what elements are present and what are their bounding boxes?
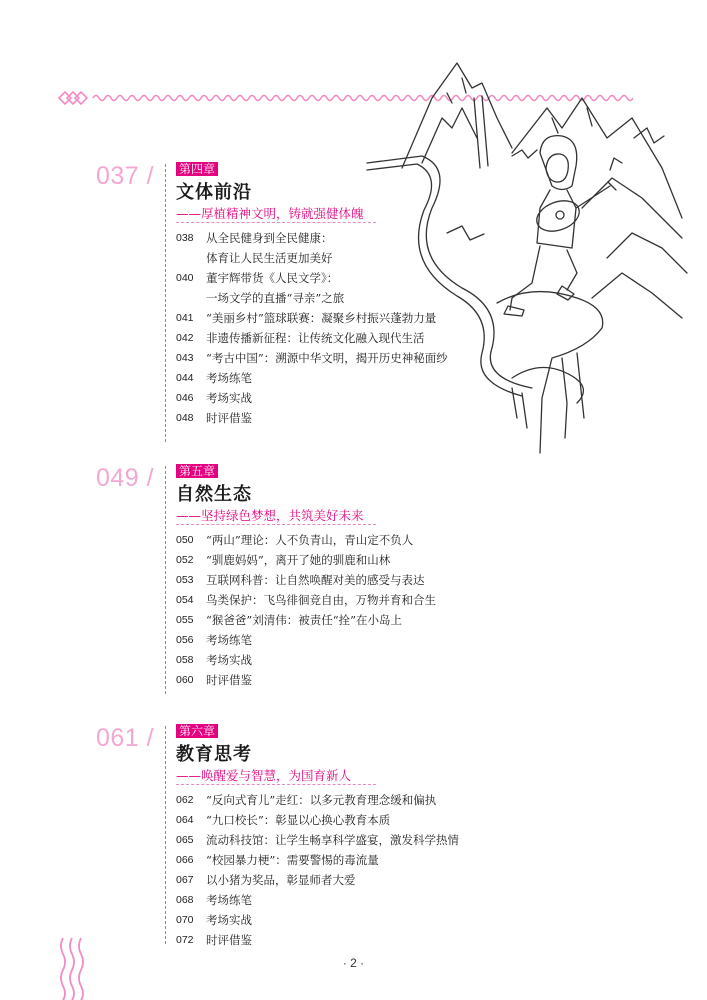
toc-entry-text-line2: 一场文学的直播“寻亲”之旅 [206,291,345,305]
toc-entry-page: 067 [176,874,194,886]
chapter-title: 自然生态 [176,484,252,505]
toc-entry-page: 041 [176,312,194,324]
chapter-divider [176,784,376,785]
chapter-divider [176,222,376,223]
toc-entry-page: 056 [176,634,194,646]
toc-entry-text: 从全民健身到全民健康： [206,231,333,245]
chapter-page-number: 037 / [96,162,155,190]
toc-entry-text-line2: 体育让人民生活更加美好 [206,251,333,265]
chapter-dashed-rule [165,726,166,944]
toc-entry-text: “猴爸爸”刘清伟：被责任“拴”在小岛上 [206,613,403,627]
toc-entry-text: 非遗传播新征程：让传统文化融入现代生活 [206,331,425,345]
chapter-label: 第六章 [176,724,218,738]
toc-entry-page: 058 [176,654,194,666]
toc-entry-page: 044 [176,372,194,384]
toc-entry-page: 072 [176,934,194,946]
toc-entry-page: 068 [176,894,194,906]
toc-entry-text: 考场实战 [206,391,252,405]
chapter-subtitle: ——厚植精神文明，铸就强健体魄 [176,206,364,221]
chapter-divider [176,524,376,525]
toc-entry-page: 048 [176,412,194,424]
chapter-dashed-rule [165,466,166,694]
chapter-dashed-rule [165,164,166,442]
toc-entry-text: 流动科技馆：让学生畅享科学盛宴，激发科学热情 [206,833,459,847]
toc-entry-text: “驯鹿妈妈”，离开了她的驯鹿和山林 [206,553,391,567]
toc-entry-text: 董宇辉带货《人民文学》： [206,271,339,285]
toc-entry-page: 054 [176,594,194,606]
toc-entry-text: 鸟类保护：飞鸟徘徊竞自由，万物并育和合生 [206,593,436,607]
toc-entry-text: 以小猪为奖品，彰显师者大爱 [206,873,356,887]
chapter-title: 文体前沿 [176,182,252,203]
toc-entry-page: 052 [176,554,194,566]
chapter-label: 第四章 [176,162,218,176]
toc-entry-page: 062 [176,794,194,806]
toc-entry-text: 时评借鉴 [206,673,252,687]
toc-entry-text: 考场练笔 [206,633,252,647]
toc-entry-text: 考场实战 [206,653,252,667]
toc-entry-page: 040 [176,272,194,284]
toc-entry-page: 060 [176,674,194,686]
toc-entry-page: 053 [176,574,194,586]
chapter-title: 教育思考 [176,744,252,765]
toc-entry-page: 043 [176,352,194,364]
toc-entry-text: “考古中国”：溯源中华文明，揭开历史神秘面纱 [206,351,448,365]
toc-entry-page: 042 [176,332,194,344]
toc-entry-text: 互联网科普：让自然唤醒对美的感受与表达 [206,573,425,587]
chapter-subtitle: ——唤醒爱与智慧，为国育新人 [176,768,352,783]
toc-entry-page: 066 [176,854,194,866]
toc-entry-text: 考场练笔 [206,371,252,385]
toc-entry-text: “美丽乡村”篮球联赛：凝聚乡村振兴蓬勃力量 [206,311,437,325]
chapter-page-number: 061 / [96,724,155,752]
toc-entry-page: 038 [176,232,194,244]
page-number: · 2 · [342,956,365,970]
chapter-label: 第五章 [176,464,218,478]
toc-entry-page: 050 [176,534,194,546]
toc-entry-text: 时评借鉴 [206,411,252,425]
toc-entry-text: “反向式育儿”走红：以多元教育理念缓和偏执 [206,793,437,807]
chapter-page-number: 049 / [96,464,155,492]
toc-entry-text: “两山”理论：人不负青山，青山定不负人 [206,533,414,547]
toc-entry-text: 时评借鉴 [206,933,252,947]
toc-entry-page: 055 [176,614,194,626]
toc-entry-page: 064 [176,814,194,826]
chapter-subtitle: ——坚持绿色梦想，共筑美好未来 [176,508,364,523]
toc-entry-page: 046 [176,392,194,404]
toc-entry-page: 065 [176,834,194,846]
toc-entry-page: 070 [176,914,194,926]
toc-entry-text: “校园暴力梗”：需要警惕的毒流量 [206,853,379,867]
girl-playing-guitar-illustration [362,58,692,458]
toc-entry-text: 考场练笔 [206,893,252,907]
toc-entry-text: “九口校长”：彰显以心换心教育本质 [206,813,391,827]
toc-entry-text: 考场实战 [206,913,252,927]
